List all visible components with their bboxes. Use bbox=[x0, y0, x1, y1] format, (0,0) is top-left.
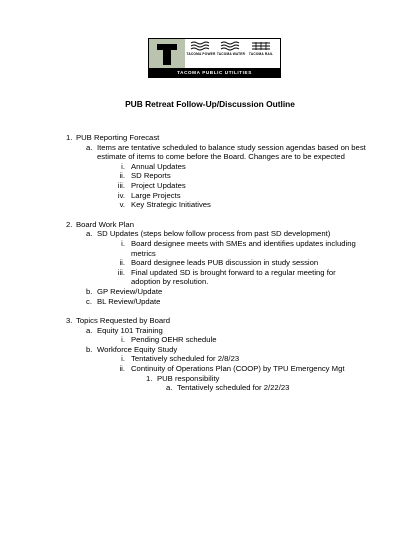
list-item-text: Board Work Plan bbox=[76, 219, 134, 229]
list-marker: a. bbox=[86, 142, 93, 152]
logo-band: TACOMA PUBLIC UTILITIES bbox=[149, 68, 280, 77]
logo-unit-water bbox=[216, 41, 246, 68]
list-marker: v. bbox=[119, 200, 125, 210]
outline-list bbox=[66, 133, 366, 403]
outline-item-level-4 bbox=[146, 374, 366, 384]
list-marker: i. bbox=[121, 354, 125, 364]
list-item-text: SD Updates (steps below follow process from past SD development) bbox=[97, 229, 331, 239]
outline-item bbox=[86, 229, 366, 239]
logo-t-mark bbox=[149, 39, 185, 69]
outline-item bbox=[86, 287, 366, 297]
list-marker: i. bbox=[121, 238, 125, 248]
list-marker: a. bbox=[166, 383, 173, 393]
list-item-text: Large Projects bbox=[131, 190, 181, 200]
list-marker: 1. bbox=[146, 373, 153, 383]
outline-item bbox=[86, 345, 366, 355]
list-marker: i. bbox=[121, 161, 125, 171]
document-title: PUB Retreat Follow-Up/Discussion Outline bbox=[125, 99, 295, 109]
list-marker: iii. bbox=[117, 180, 125, 190]
outline-subitem bbox=[113, 354, 366, 364]
list-item-text: Tentatively scheduled for 2/22/23 bbox=[177, 383, 290, 393]
logo-unit-label: TACOMA RAIL bbox=[248, 52, 274, 56]
list-item-text: Annual Updates bbox=[131, 161, 186, 171]
list-item-text: PUB Reporting Forecast bbox=[76, 133, 160, 142]
list-item-text: Board designee leads PUB discussion in study session bbox=[131, 258, 319, 268]
outline-section bbox=[66, 133, 366, 210]
list-item-text: Equity 101 Training bbox=[97, 325, 163, 335]
list-marker: 3. bbox=[66, 316, 73, 326]
list-item-text: Items are tentative scheduled to balance study session agendas based on best estimate of items to come before the Board. Changes are to be expected bbox=[97, 142, 366, 162]
list-marker: a. bbox=[86, 325, 93, 335]
list-marker: iv. bbox=[117, 190, 125, 200]
list-item-text: Tentatively scheduled for 2/8/23 bbox=[131, 354, 240, 364]
outline-section bbox=[66, 316, 366, 393]
list-marker: ii. bbox=[119, 258, 125, 268]
outline-subitem bbox=[113, 258, 366, 268]
outline-section-heading bbox=[66, 220, 366, 230]
outline-subitem bbox=[113, 335, 366, 345]
outline-item bbox=[86, 143, 366, 162]
list-item-text: Board designee meets with SMEs and identifies updates including metrics bbox=[131, 238, 356, 258]
list-marker: iii. bbox=[117, 267, 125, 277]
logo-unit-rail bbox=[246, 41, 276, 68]
logo-unit-power bbox=[186, 41, 216, 68]
list-item-text: SD Reports bbox=[131, 171, 171, 181]
outline-subitem bbox=[113, 181, 366, 191]
outline-subitem bbox=[113, 239, 366, 258]
outline-subitem bbox=[113, 162, 366, 172]
list-item-text: Final updated SD is brought forward to a regular meeting for adoption by resolution. bbox=[131, 267, 336, 287]
list-item-text: Project Updates bbox=[131, 180, 186, 190]
list-marker: c. bbox=[86, 296, 92, 306]
outline-item bbox=[86, 297, 366, 307]
logo-unit-label: TACOMA POWER bbox=[186, 52, 216, 56]
logo-unit-label: TACOMA WATER bbox=[216, 52, 246, 56]
list-item-text: PUB responsibility bbox=[157, 373, 220, 383]
list-item-text: Workforce Equity Study bbox=[97, 344, 178, 354]
list-item-text: Key Strategic Initiatives bbox=[131, 200, 211, 210]
list-item-text: Pending OEHR schedule bbox=[131, 335, 217, 345]
outline-subitem bbox=[113, 200, 366, 210]
outline-item-level-5 bbox=[166, 383, 366, 393]
list-item-text: Topics Requested by Board bbox=[76, 316, 171, 326]
list-marker: i. bbox=[121, 335, 125, 345]
list-marker: ii. bbox=[119, 364, 125, 374]
list-marker: a. bbox=[86, 229, 93, 239]
outline-section-heading bbox=[66, 133, 366, 143]
outline-subitem bbox=[113, 191, 366, 201]
list-marker: b. bbox=[86, 286, 93, 296]
list-item-text: BL Review/Update bbox=[97, 296, 161, 306]
outline-section bbox=[66, 220, 366, 306]
tacoma-public-utilities-logo bbox=[148, 38, 281, 78]
outline-subitem bbox=[113, 171, 366, 181]
list-marker: 2. bbox=[66, 219, 73, 229]
outline-subitem bbox=[113, 268, 366, 287]
list-item-text: GP Review/Update bbox=[97, 286, 163, 296]
list-marker: b. bbox=[86, 344, 93, 354]
list-item-text: Continuity of Operations Plan (COOP) by TPU Emergency Mgt bbox=[131, 364, 345, 374]
outline-section-heading bbox=[66, 316, 366, 326]
list-marker: ii. bbox=[119, 171, 125, 181]
outline-subitem bbox=[113, 364, 366, 374]
outline-item bbox=[86, 326, 366, 336]
list-marker: 1. bbox=[66, 133, 73, 142]
